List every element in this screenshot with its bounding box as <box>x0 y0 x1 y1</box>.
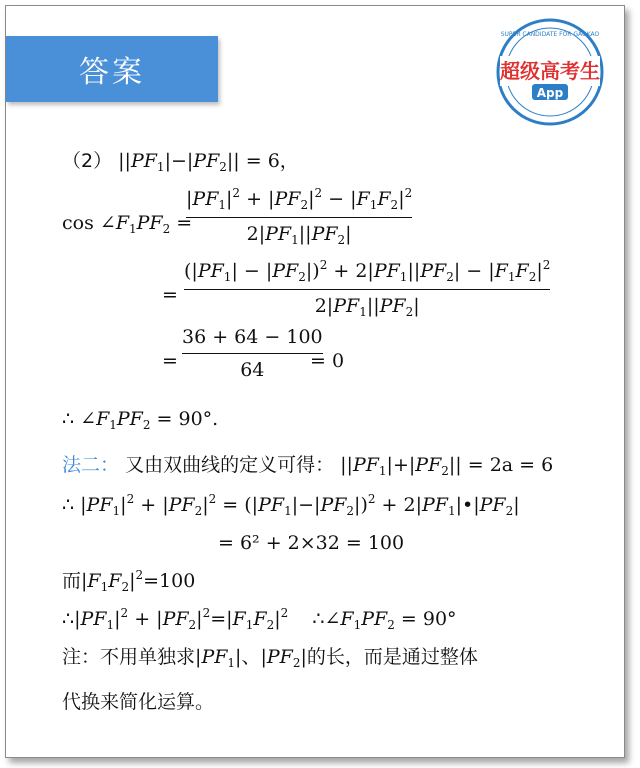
method2-value: = 2a = 6 <box>467 454 554 476</box>
note-line-1: 注：不用单独求$|PF_1|$、$|PF_2|$的长，而是通过整体 <box>62 646 478 670</box>
and-text: 而 <box>62 570 82 592</box>
app-logo-icon <box>494 16 606 128</box>
note-text-1: 不用单独求 <box>100 646 196 668</box>
logo-app-text: App <box>536 86 564 100</box>
step2-line: （2） $||PF_1|-|PF_2|| = 6$， <box>62 150 299 174</box>
answer-card <box>5 5 625 758</box>
therefore-symbol: ∴ <box>62 408 75 430</box>
result-zero: = 0 <box>310 350 345 372</box>
method2-text: 又由双曲线的定义可得： <box>125 454 335 476</box>
angle-final: = 90° <box>400 608 457 630</box>
frac3-denominator: 64 <box>240 359 265 381</box>
f1f2-value: =100 <box>143 570 196 592</box>
logo-ring-text: SUPER CANDIDATE FOR GAOKAO <box>500 31 600 38</box>
fraction-3 <box>182 324 323 383</box>
note-separator: 、 <box>241 646 261 668</box>
fraction-2: $(|PF_1| - |PF_2|)^2 + 2|PF_1||PF_2| - |F_1F_2|^2$ $2|PF_1||PF_2|$ <box>184 258 551 319</box>
eq-sign-3: = <box>162 350 178 372</box>
method2-label: 法二： <box>62 454 120 476</box>
fraction-1: $|PF_1|^2 + |PF_2|^2 - |F_1F_2|^2$ $2|PF_1||PF_2|$ <box>186 186 413 247</box>
answer-banner <box>6 36 218 102</box>
sum-result: = 6² + 2×32 = 100 <box>218 532 405 554</box>
note-line-2: 代换来简化运算。 <box>62 691 215 713</box>
note-text-2: 的长，而是通过整体 <box>306 646 478 668</box>
conclusion-line: $\therefore|PF_1|^2 + |PF_2|^2=|F_1F_2|^2$ $\therefore\angle F_1PF_2 = 90^\circ$ <box>62 606 457 632</box>
f1f2-line: 而$|F_1F_2|^2=100$ <box>62 568 196 594</box>
eq-sign-2: = <box>162 284 178 306</box>
angle-line: ∴ $\angle F_1PF_2 = 90^\circ$. <box>62 408 219 432</box>
angle-value: = 90°. <box>156 408 219 430</box>
logo-text: 超级高考生 <box>500 59 600 83</box>
banner-title: 答案 <box>79 55 145 90</box>
eq1-value: = 6， <box>245 150 299 172</box>
therefore-symbol-2: ∴ <box>62 494 75 516</box>
note-label: 注： <box>62 646 101 668</box>
sum-line: ∴ $|PF_1|^2 + |PF_2|^2 = (|PF_1|-|PF_2|)^2$ + $2|PF_1|•|PF_2|$ <box>62 492 520 518</box>
cos-label: cos <box>62 212 94 234</box>
step-label: （2） <box>62 150 113 172</box>
frac3-numerator: 36 + 64 − 100 <box>182 326 323 348</box>
method2-line: 法二： 又由双曲线的定义可得： $||PF_1|+|PF_2|| = 2a = 6$ <box>62 454 554 478</box>
cos-label-line: $\cos \angle F_1PF_2$ = <box>62 212 193 236</box>
